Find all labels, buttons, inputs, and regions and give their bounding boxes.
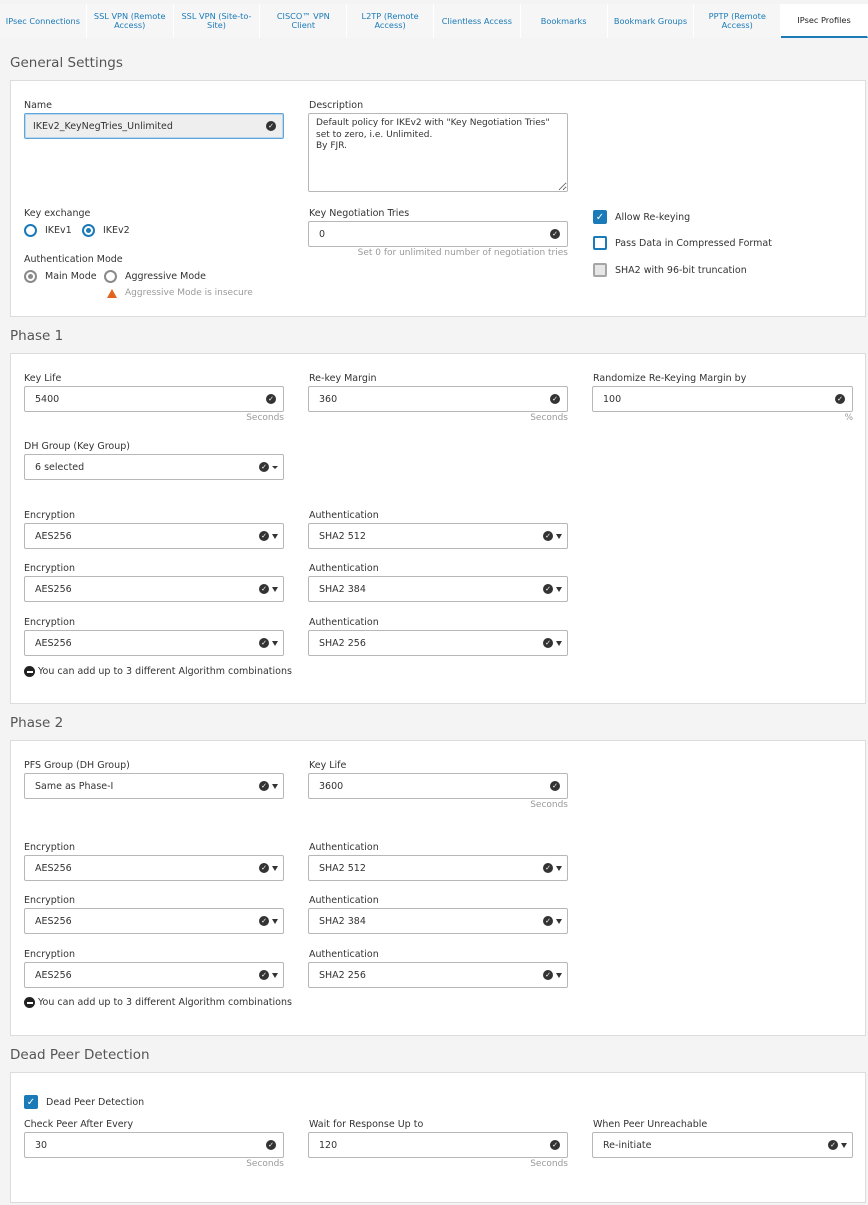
- general-settings-panel: [10, 80, 866, 317]
- radio-ikev1-circle: [24, 224, 37, 237]
- tab-ipsec-profiles[interactable]: IPsec Profiles: [781, 4, 868, 38]
- wait-response-value: 120: [319, 1139, 338, 1151]
- sha2-truncation-checkbox: [593, 263, 747, 277]
- remove-icon[interactable]: [24, 666, 35, 677]
- tab-cisco-vpn-client[interactable]: CISCO™ VPN Client: [260, 4, 347, 38]
- phase1-encryption-value: AES256: [35, 583, 72, 595]
- valid-check-icon: ✓: [550, 781, 560, 791]
- valid-check-icon: ✓: [259, 781, 269, 791]
- authentication-label: Authentication: [309, 949, 379, 960]
- chevron-down-icon: [556, 587, 562, 592]
- phase1-authentication-value: SHA2 512: [319, 530, 366, 542]
- peer-unreachable-select[interactable]: [592, 1132, 853, 1158]
- phase1-authentication-value: SHA2 256: [319, 637, 366, 649]
- wait-response-label: Wait for Response Up to: [309, 1119, 424, 1130]
- tab-l2tp-remote-access[interactable]: L2TP (Remote Access): [347, 4, 434, 38]
- check-peer-after-value: 30: [35, 1139, 48, 1151]
- phase1-encryption-select[interactable]: [24, 630, 284, 656]
- radio-ikev1[interactable]: [24, 224, 72, 237]
- chevron-down-icon: [272, 641, 278, 646]
- phase2-authentication-select[interactable]: [308, 855, 568, 881]
- aggressive-warning-text: Aggressive Mode is insecure: [125, 288, 253, 298]
- phase2-algorithm-note-text: You can add up to 3 different Algorithm combinations: [38, 997, 292, 1008]
- key-neg-tries-hint: Set 0 for unlimited number of negotiation tries: [357, 248, 568, 258]
- phase1-key-life-value: 5400: [35, 393, 60, 405]
- key-neg-tries-input[interactable]: [308, 221, 568, 247]
- dpd-title: Dead Peer Detection: [10, 1047, 150, 1063]
- rekey-margin-label: Re-key Margin: [309, 373, 377, 384]
- valid-check-icon: ✓: [259, 638, 269, 648]
- check-peer-after-input[interactable]: [24, 1132, 284, 1158]
- valid-check-icon: ✓: [259, 462, 269, 472]
- chevron-down-icon: [272, 466, 278, 469]
- radio-ikev2-label: IKEv2: [103, 225, 130, 236]
- chevron-down-icon: [272, 866, 278, 871]
- phase2-authentication-value: SHA2 384: [319, 915, 366, 927]
- check-peer-after-unit: Seconds: [246, 1159, 284, 1169]
- tab-ssl-vpn-remote-access[interactable]: SSL VPN (Remote Access): [87, 4, 174, 38]
- phase1-encryption-select[interactable]: [24, 523, 284, 549]
- dpd-checkbox-label: Dead Peer Detection: [46, 1096, 145, 1108]
- peer-unreachable-value: Re-initiate: [603, 1139, 652, 1151]
- phase2-title: Phase 2: [10, 715, 64, 731]
- tab-bookmarks[interactable]: Bookmarks: [521, 4, 608, 38]
- rekey-margin-unit: Seconds: [530, 413, 568, 423]
- authentication-label: Authentication: [309, 617, 379, 628]
- phase2-authentication-value: SHA2 512: [319, 862, 366, 874]
- encryption-label: Encryption: [24, 895, 76, 906]
- radio-main-mode-label: Main Mode: [45, 271, 97, 282]
- randomize-unit: %: [844, 413, 853, 423]
- valid-check-icon: ✓: [835, 394, 845, 404]
- encryption-label: Encryption: [24, 842, 76, 853]
- valid-check-icon: ✓: [543, 638, 553, 648]
- general-settings-title: General Settings: [10, 55, 123, 71]
- allow-rekeying-checkbox[interactable]: [593, 210, 690, 224]
- phase2-key-life-value: 3600: [319, 780, 344, 792]
- phase2-authentication-select[interactable]: [308, 908, 568, 934]
- tab-bookmark-groups[interactable]: Bookmark Groups: [608, 4, 695, 38]
- allow-rekeying-label: Allow Re-keying: [615, 211, 691, 223]
- chevron-down-icon: [272, 587, 278, 592]
- tab-pptp-remote-access[interactable]: PPTP (Remote Access): [694, 4, 781, 38]
- radio-ikev2[interactable]: [82, 224, 130, 237]
- phase1-key-life-label: Key Life: [24, 373, 62, 384]
- pfs-group-select[interactable]: [24, 773, 284, 799]
- valid-check-icon: ✓: [550, 1140, 560, 1150]
- key-neg-tries-label: Key Negotiation Tries: [309, 208, 410, 219]
- phase1-key-life-unit: Seconds: [246, 413, 284, 423]
- phase1-authentication-value: SHA2 384: [319, 583, 366, 595]
- radio-aggressive-mode-label: Aggressive Mode: [125, 271, 207, 282]
- name-label: Name: [24, 100, 53, 111]
- randomize-label: Randomize Re-Keying Margin by: [593, 373, 747, 384]
- phase2-encryption-select[interactable]: [24, 855, 284, 881]
- phase2-authentication-select[interactable]: [308, 962, 568, 988]
- checkmark-icon: ✓: [24, 1095, 38, 1109]
- pass-data-compressed-label: Pass Data in Compressed Format: [615, 237, 772, 249]
- randomize-value: 100: [603, 393, 622, 405]
- tab-ipsec-connections[interactable]: IPsec Connections: [0, 4, 87, 38]
- pfs-group-label: PFS Group (DH Group): [24, 760, 130, 771]
- radio-aggressive-mode[interactable]: [104, 270, 206, 283]
- valid-check-icon: ✓: [266, 394, 276, 404]
- dpd-checkbox[interactable]: [24, 1095, 144, 1109]
- auth-mode-label: Authentication Mode: [24, 254, 123, 265]
- wait-response-input[interactable]: [308, 1132, 568, 1158]
- phase1-key-life-input[interactable]: [24, 386, 284, 412]
- phase2-encryption-value: AES256: [35, 915, 72, 927]
- phase2-key-life-input[interactable]: [308, 773, 568, 799]
- tab-bar: [0, 4, 868, 38]
- phase2-encryption-value: AES256: [35, 969, 72, 981]
- encryption-label: Encryption: [24, 563, 76, 574]
- valid-check-icon: ✓: [259, 584, 269, 594]
- randomize-input[interactable]: [592, 386, 853, 412]
- phase2-key-life-unit: Seconds: [530, 800, 568, 810]
- phase2-key-life-label: Key Life: [309, 760, 347, 771]
- phase1-encryption-select[interactable]: [24, 576, 284, 602]
- chevron-down-icon: [272, 973, 278, 978]
- phase1-encryption-value: AES256: [35, 530, 72, 542]
- valid-check-icon: ✓: [543, 970, 553, 980]
- chevron-down-icon: [556, 866, 562, 871]
- valid-check-icon: ✓: [266, 121, 276, 131]
- phase1-panel: [10, 353, 866, 704]
- radio-ikev1-label: IKEv1: [45, 225, 72, 236]
- dh-group-select[interactable]: [24, 454, 284, 480]
- phase1-algorithm-note: [24, 666, 292, 677]
- encryption-label: Encryption: [24, 949, 76, 960]
- dh-group-label: DH Group (Key Group): [24, 441, 130, 452]
- valid-check-icon: ✓: [259, 863, 269, 873]
- chevron-down-icon: [272, 534, 278, 539]
- valid-check-icon: ✓: [543, 531, 553, 541]
- valid-check-icon: ✓: [543, 916, 553, 926]
- chevron-down-icon: [841, 1143, 847, 1148]
- chevron-down-icon: [556, 641, 562, 646]
- warning-icon: [107, 289, 117, 298]
- authentication-label: Authentication: [309, 563, 379, 574]
- name-value: IKEv2_KeyNegTries_Unlimited: [33, 120, 173, 132]
- tab-clientless-access[interactable]: Clientless Access: [434, 4, 521, 38]
- check-peer-after-label: Check Peer After Every: [24, 1119, 134, 1130]
- key-neg-tries-value: 0: [319, 228, 326, 240]
- rekey-margin-input[interactable]: [308, 386, 568, 412]
- description-label: Description: [309, 100, 364, 111]
- phase1-algorithm-note-text: You can add up to 3 different Algorithm combinations: [38, 666, 292, 677]
- valid-check-icon: ✓: [266, 1140, 276, 1150]
- chevron-down-icon: [272, 784, 278, 789]
- encryption-label: Encryption: [24, 510, 76, 521]
- valid-check-icon: ✓: [550, 394, 560, 404]
- name-input[interactable]: [24, 113, 284, 139]
- authentication-label: Authentication: [309, 842, 379, 853]
- phase1-authentication-select[interactable]: [308, 630, 568, 656]
- phase2-algorithm-note: [24, 997, 292, 1008]
- wait-response-unit: Seconds: [530, 1159, 568, 1169]
- peer-unreachable-label: When Peer Unreachable: [593, 1119, 708, 1130]
- tab-ssl-vpn-site-to-site[interactable]: SSL VPN (Site-to-Site): [174, 4, 261, 38]
- valid-check-icon: ✓: [259, 970, 269, 980]
- encryption-label: Encryption: [24, 617, 76, 628]
- authentication-label: Authentication: [309, 510, 379, 521]
- checkmark-icon: ✓: [593, 210, 607, 224]
- valid-check-icon: ✓: [543, 863, 553, 873]
- remove-icon[interactable]: [24, 997, 35, 1008]
- sha2-truncation-label: SHA2 with 96-bit truncation: [615, 264, 747, 276]
- phase1-title: Phase 1: [10, 328, 64, 344]
- valid-check-icon: ✓: [259, 531, 269, 541]
- phase2-encryption-select[interactable]: [24, 908, 284, 934]
- dh-group-value: 6 selected: [35, 461, 85, 473]
- valid-check-icon: ✓: [550, 229, 560, 239]
- key-exchange-label: Key exchange: [24, 208, 91, 219]
- description-textarea[interactable]: [308, 113, 568, 192]
- phase1-encryption-value: AES256: [35, 637, 72, 649]
- radio-main-mode-circle: [24, 270, 37, 283]
- chevron-down-icon: [556, 973, 562, 978]
- pass-data-compressed-checkbox[interactable]: [593, 236, 772, 250]
- phase1-authentication-select[interactable]: [308, 523, 568, 549]
- checkbox-box: [593, 263, 607, 277]
- checkbox-box: [593, 236, 607, 250]
- radio-main-mode[interactable]: [24, 270, 97, 283]
- dpd-panel: [10, 1072, 866, 1203]
- phase2-authentication-value: SHA2 256: [319, 969, 366, 981]
- valid-check-icon: ✓: [828, 1140, 838, 1150]
- valid-check-icon: ✓: [259, 916, 269, 926]
- radio-aggressive-mode-circle: [104, 270, 117, 283]
- phase2-panel: [10, 740, 866, 1036]
- authentication-label: Authentication: [309, 895, 379, 906]
- phase1-authentication-select[interactable]: [308, 576, 568, 602]
- chevron-down-icon: [272, 919, 278, 924]
- valid-check-icon: ✓: [543, 584, 553, 594]
- chevron-down-icon: [556, 919, 562, 924]
- pfs-group-value: Same as Phase-I: [35, 780, 114, 792]
- chevron-down-icon: [556, 534, 562, 539]
- radio-ikev2-circle: [82, 224, 95, 237]
- phase2-encryption-select[interactable]: [24, 962, 284, 988]
- phase2-encryption-value: AES256: [35, 862, 72, 874]
- aggressive-warning: [107, 288, 253, 298]
- rekey-margin-value: 360: [319, 393, 338, 405]
